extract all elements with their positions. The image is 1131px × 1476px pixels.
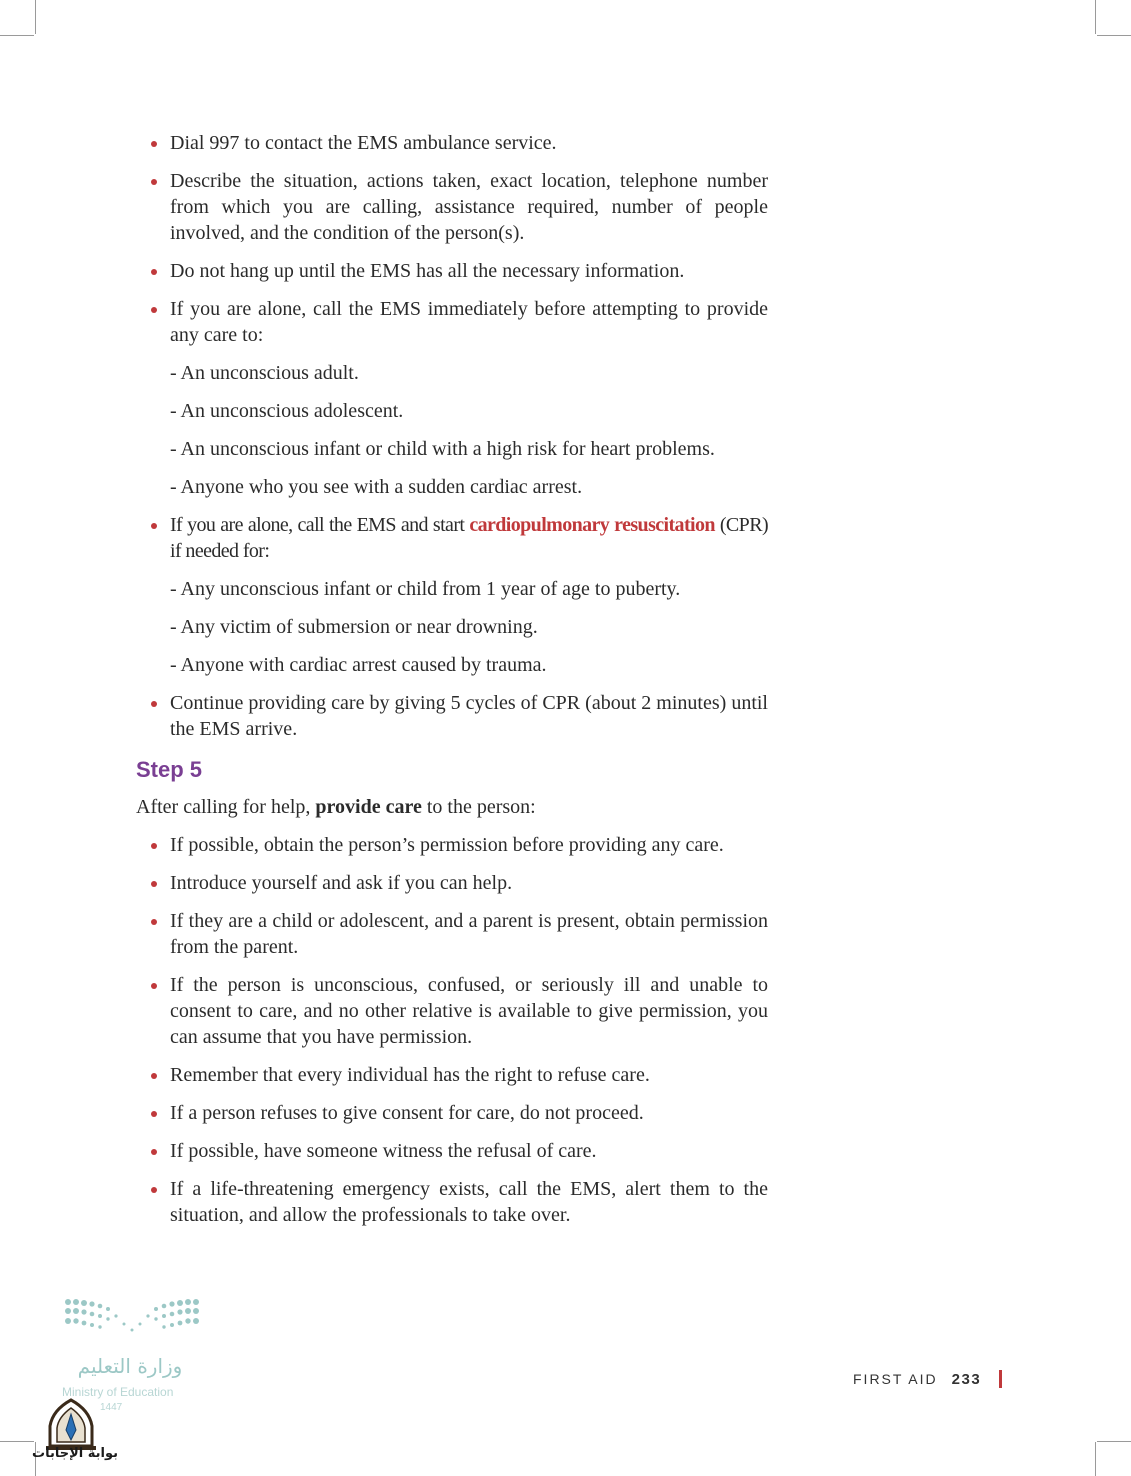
crop-mark-bottom-right-h [1097, 1441, 1131, 1442]
bullet-do-not-proceed: If a person refuses to give consent for care, do not proceed. [136, 1100, 768, 1126]
sub-item-unconscious-adolescent: - An unconscious adolescent. [170, 400, 404, 422]
crop-mark-bottom-right-v [1095, 1442, 1096, 1476]
footer-accent-bar [999, 1370, 1002, 1388]
bullet-life-threatening: If a life-threatening emergency exists, call the EMS, alert them to the situation, and allow the professionals to take over. [136, 1176, 768, 1228]
bullet-do-not-hang-up: Do not hang up until the EMS has all the necessary information. [136, 258, 768, 284]
watermark-text: بوابة الإجابات [32, 1446, 118, 1461]
page-content [136, 130, 768, 1240]
cpr-prefix: If you are alone, call the EMS and start [170, 514, 470, 536]
bullet-right-to-refuse: Remember that every individual has the right to refuse care. [136, 1062, 768, 1088]
page-number: 233 [951, 1370, 982, 1388]
ministry-logo-icon [62, 1296, 202, 1356]
intro-prefix: After calling for help, [136, 796, 316, 818]
call-ems-section [136, 130, 768, 742]
crop-mark-bottom-left-h [0, 1441, 34, 1442]
crop-mark-top-left-v [35, 0, 36, 34]
sub-item-unconscious-infant: - An unconscious infant or child with a high risk for heart problems. [170, 438, 715, 460]
intro-suffix: to the person: [421, 796, 536, 818]
bullet-describe-situation: Describe the situation, actions taken, exact location, telephone number from which you are calling, assistance required, number of people involved, and the condition of the person(s). [136, 168, 768, 246]
bullet-introduce-yourself: Introduce yourself and ask if you can help. [136, 870, 768, 896]
ministry-year: 1447 [100, 1402, 123, 1413]
footer-section-title: FIRST AID [853, 1371, 938, 1387]
intro-bold: provide care [315, 796, 422, 818]
ministry-name-english: Ministry of Education [62, 1385, 174, 1399]
sub-item-unconscious-adult: - An unconscious adult. [170, 362, 359, 384]
step-5-section [136, 756, 768, 1228]
sub-item-sudden-cardiac-arrest: - Anyone who you see with a sudden cardiac arrest. [170, 476, 583, 498]
step-5-intro [136, 794, 768, 820]
sub-item-submersion: - Any victim of submersion or near drowning. [170, 616, 538, 638]
crop-mark-top-right-v [1095, 0, 1096, 34]
sub-item-infant-child-puberty: - Any unconscious infant or child from 1 year of age to puberty. [170, 578, 681, 600]
crop-mark-top-right-h [1097, 35, 1131, 36]
bullet-continue-cpr: Continue providing care by giving 5 cycles of CPR (about 2 minutes) until the EMS arrive. [136, 690, 768, 742]
crop-mark-top-left-h [0, 35, 34, 36]
bullet-assume-permission: If the person is unconscious, confused, or seriously ill and unable to consent to care, and no other relative is available to give permission, you can assume that you have permission. [136, 972, 768, 1050]
step-5-heading: Step 5 [136, 757, 203, 782]
bullet-witness-refusal: If possible, have someone witness the refusal of care. [136, 1138, 768, 1164]
cpr-suffix: (CPR) if needed for: [170, 514, 768, 562]
bullet-parent-permission: If they are a child or adolescent, and a parent is present, obtain permission from the parent. [136, 908, 768, 960]
bullet-dial-997: Dial 997 to contact the EMS ambulance service. [136, 130, 768, 156]
bullet-if-alone-call: If you are alone, call the EMS immediately before attempting to provide any care to: [136, 296, 768, 348]
bullet-start-cpr [136, 512, 768, 564]
cpr-keyword: cardiopulmonary resuscitation [469, 514, 715, 536]
page-footer [853, 1370, 1002, 1388]
sub-item-trauma: - Anyone with cardiac arrest caused by trauma. [170, 654, 547, 676]
bullet-obtain-permission: If possible, obtain the person’s permission before providing any care. [136, 832, 768, 858]
ministry-name-arabic: وزارة التعليم [77, 1354, 183, 1378]
